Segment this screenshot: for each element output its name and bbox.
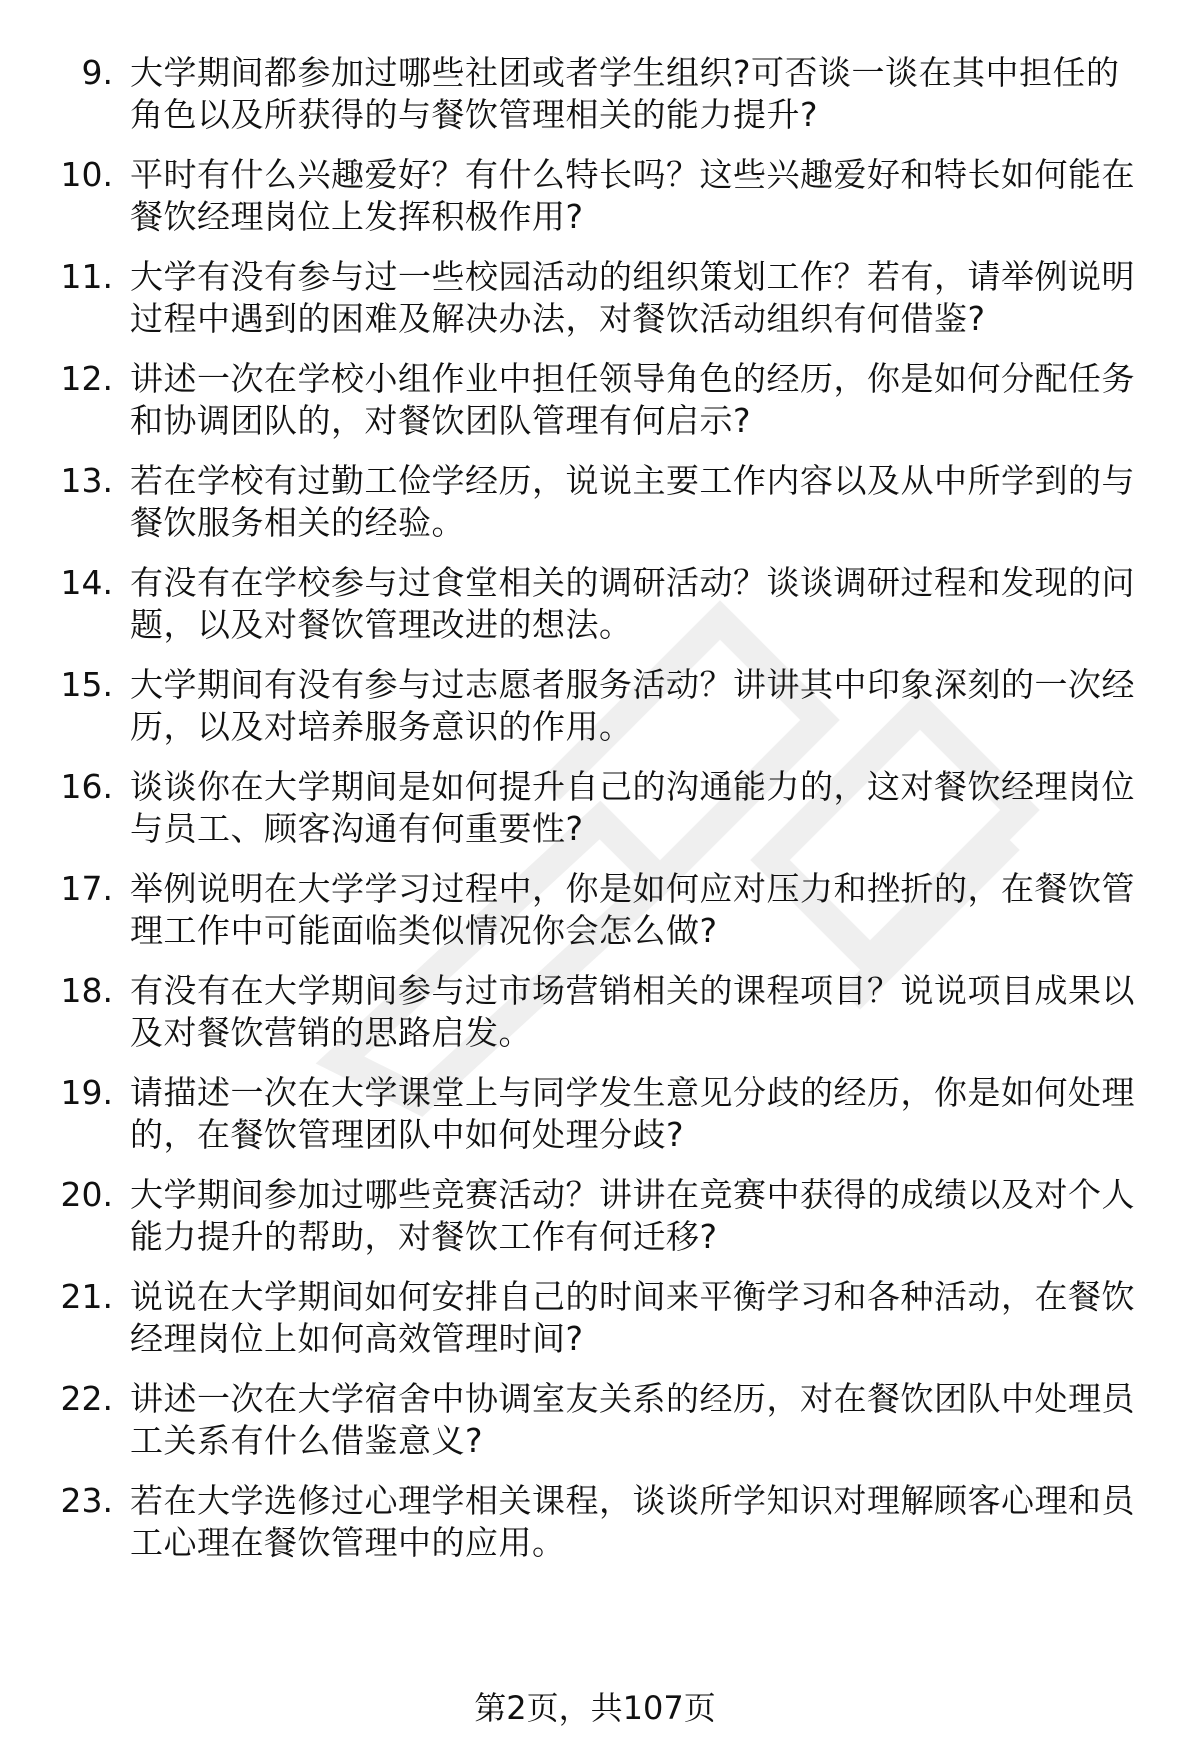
question-item (0, 562, 1190, 664)
question-number: 17. (60, 869, 113, 908)
question-item (0, 358, 1190, 460)
question-text: 大学期间都参加过哪些社团或者学生组织?可否谈一谈在其中担任的角色以及所获得的与餐饮管理相关的能力提升? (130, 53, 1120, 134)
question-item (0, 1276, 1190, 1378)
question-item (0, 970, 1190, 1072)
question-text: 有没有在学校参与过食堂相关的调研活动？谈谈调研过程和发现的问题，以及对餐饮管理改进的想法。 (130, 563, 1135, 644)
question-number: 9. (81, 53, 113, 92)
question-text: 谈谈你在大学期间是如何提升自己的沟通能力的，这对餐饮经理岗位与员工、顾客沟通有何重要性? (130, 767, 1135, 848)
question-item (0, 1174, 1190, 1276)
question-number: 11. (60, 257, 113, 296)
question-text: 说说在大学期间如何安排自己的时间来平衡学习和各种活动，在餐饮经理岗位上如何高效管理时间? (130, 1277, 1135, 1358)
question-item (0, 1480, 1190, 1582)
question-number: 12. (60, 359, 113, 398)
question-text: 若在学校有过勤工俭学经历，说说主要工作内容以及从中所学到的与餐饮服务相关的经验。 (130, 461, 1135, 542)
question-item (0, 1072, 1190, 1174)
question-list (0, 52, 1190, 1582)
question-item (0, 256, 1190, 358)
question-text: 讲述一次在大学宿舍中协调室友关系的经历，对在餐饮团队中处理员工关系有什么借鉴意义? (130, 1379, 1135, 1460)
question-text: 若在大学选修过心理学相关课程，谈谈所学知识对理解顾客心理和员工心理在餐饮管理中的应用。 (130, 1481, 1135, 1562)
question-text: 有没有在大学期间参与过市场营销相关的课程项目？说说项目成果以及对餐饮营销的思路启发。 (130, 971, 1135, 1052)
question-item (0, 766, 1190, 868)
page-indicator: 第2页，共107页 (474, 1689, 716, 1727)
question-text: 举例说明在大学学习过程中，你是如何应对压力和挫折的，在餐饮管理工作中可能面临类似情况你会怎么做? (130, 869, 1135, 950)
question-number: 13. (60, 461, 113, 500)
question-number: 14. (60, 563, 113, 602)
question-number: 16. (60, 767, 113, 806)
question-item (0, 460, 1190, 562)
question-number: 15. (60, 665, 113, 704)
question-text: 请描述一次在大学课堂上与同学发生意见分歧的经历，你是如何处理的，在餐饮管理团队中如何处理分歧? (130, 1073, 1135, 1154)
question-text: 大学有没有参与过一些校园活动的组织策划工作？若有，请举例说明过程中遇到的困难及解决办法，对餐饮活动组织有何借鉴? (130, 257, 1135, 338)
question-number: 19. (60, 1073, 113, 1112)
question-text: 大学期间有没有参与过志愿者服务活动？讲讲其中印象深刻的一次经历，以及对培养服务意识的作用。 (130, 665, 1135, 746)
question-item (0, 1378, 1190, 1480)
question-text: 讲述一次在学校小组作业中担任领导角色的经历，你是如何分配任务和协调团队的，对餐饮团队管理有何启示? (130, 359, 1135, 440)
question-text: 大学期间参加过哪些竞赛活动？讲讲在竞赛中获得的成绩以及对个人能力提升的帮助，对餐饮工作有何迁移? (130, 1175, 1135, 1256)
question-number: 10. (60, 155, 113, 194)
question-number: 20. (60, 1175, 113, 1214)
question-item (0, 664, 1190, 766)
question-item (0, 154, 1190, 256)
question-number: 22. (60, 1379, 113, 1418)
question-text: 平时有什么兴趣爱好？有什么特长吗？这些兴趣爱好和特长如何能在餐饮经理岗位上发挥积极作用? (130, 155, 1135, 236)
question-number: 23. (60, 1481, 113, 1520)
question-item (0, 52, 1190, 154)
question-number: 21. (60, 1277, 113, 1316)
question-item (0, 868, 1190, 970)
question-number: 18. (60, 971, 113, 1010)
